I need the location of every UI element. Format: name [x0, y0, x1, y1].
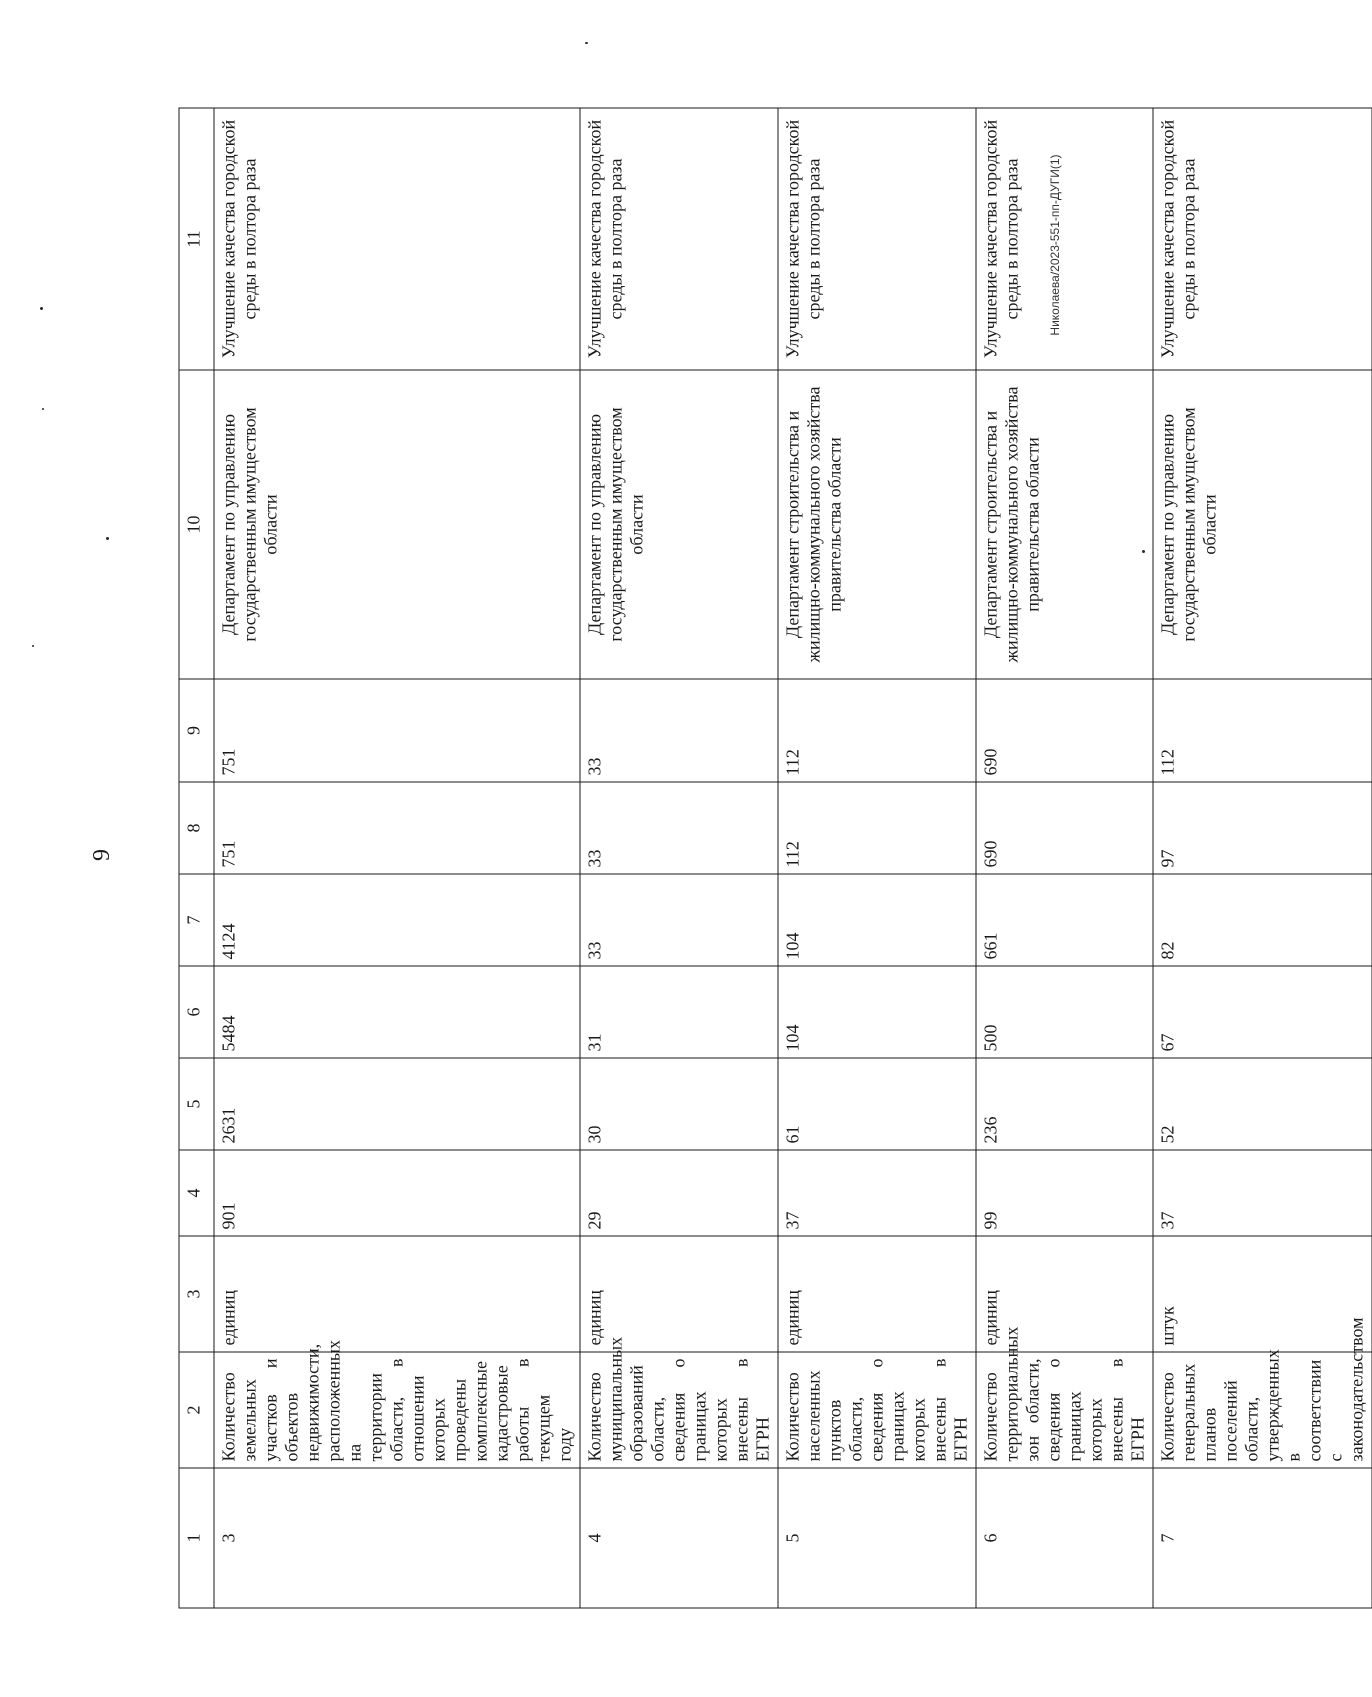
- value-col7-cell: 104: [778, 874, 976, 966]
- value-col6-cell: 104: [778, 966, 976, 1058]
- description-cell: Количество территориальных зон области, сведения о границах которых внесены в ЕГРН: [976, 1352, 1153, 1468]
- column-number-header: 8: [179, 782, 214, 874]
- row-number-cell: 7: [1153, 1468, 1372, 1608]
- column-number-header: 1: [179, 1468, 214, 1608]
- value-col8-cell: 690: [976, 782, 1153, 874]
- department-cell: Департамент по управлению государственным имуществом области: [214, 370, 580, 679]
- value-col9-cell: 690: [976, 679, 1153, 782]
- value-col6-cell: 500: [976, 966, 1153, 1058]
- table-row: [580, 108, 778, 1608]
- column-number-header: 11: [179, 108, 214, 370]
- value-col6-cell: 5484: [214, 966, 580, 1058]
- indicators-table: [178, 107, 1372, 1608]
- value-col5-cell: 236: [976, 1058, 1153, 1150]
- value-col4-cell: 37: [1153, 1150, 1372, 1236]
- value-col6-cell: 31: [580, 966, 778, 1058]
- value-col5-cell: 61: [778, 1058, 976, 1150]
- value-col7-cell: 661: [976, 874, 1153, 966]
- department-cell: Департамент по управлению государственным имуществом области: [1153, 370, 1372, 679]
- column-number-header: 6: [179, 966, 214, 1058]
- scan-speck: [40, 307, 43, 310]
- row-number-cell: 3: [214, 1468, 580, 1608]
- column-number-header: 2: [179, 1352, 214, 1468]
- table-row: [214, 108, 580, 1608]
- value-col9-cell: 112: [778, 679, 976, 782]
- result-cell: Улучшение качества городской среды в полтора раза: [1153, 108, 1372, 370]
- department-cell: Департамент строительства и жилищно-коммунального хозяйства правительства области: [976, 370, 1153, 679]
- description-cell: Количество земельных участков и объектов недвижимости, расположенных на территории области, в отношении которых проведены комплексные кадастровые работы в текущем году: [214, 1352, 580, 1468]
- value-col5-cell: 52: [1153, 1058, 1372, 1150]
- description-cell: Количество генеральных планов поселений области, утвержденных в соответствии с законодательством: [1153, 1352, 1372, 1468]
- value-col7-cell: 82: [1153, 874, 1372, 966]
- result-cell: Улучшение качества городской среды в полтора раза: [580, 108, 778, 370]
- value-col8-cell: 97: [1153, 782, 1372, 874]
- description-cell: Количество муниципальных образований области, сведения о границах которых внесены в ЕГРН: [580, 1352, 778, 1468]
- document-footer-code: Николаева/2023-551-пп-ДУГИ(1): [1048, 154, 1062, 336]
- value-col9-cell: 33: [580, 679, 778, 782]
- scan-speck: [32, 645, 34, 647]
- value-col7-cell: 33: [580, 874, 778, 966]
- table-row: [1153, 108, 1372, 1608]
- value-col6-cell: 67: [1153, 966, 1372, 1058]
- department-cell: Департамент по управлению государственным имуществом области: [580, 370, 778, 679]
- scan-speck: [42, 408, 44, 410]
- table-row: [778, 108, 976, 1608]
- table-row: [976, 108, 1153, 1608]
- value-col4-cell: 37: [778, 1150, 976, 1236]
- scan-speck: [106, 537, 109, 540]
- scan-speck: [585, 42, 588, 44]
- value-col9-cell: 751: [214, 679, 580, 782]
- department-cell: Департамент строительства и жилищно-коммунального хозяйства правительства области: [778, 370, 976, 679]
- value-col5-cell: 2631: [214, 1058, 580, 1150]
- unit-cell: единиц: [214, 1236, 580, 1352]
- value-col8-cell: 112: [778, 782, 976, 874]
- row-number-cell: 5: [778, 1468, 976, 1608]
- unit-cell: единиц: [976, 1236, 1153, 1352]
- page-number: 9: [89, 849, 115, 861]
- column-number-header: 5: [179, 1058, 214, 1150]
- value-col9-cell: 112: [1153, 679, 1372, 782]
- column-number-header: 7: [179, 874, 214, 966]
- table-header-row: [179, 108, 214, 1608]
- column-number-header: 4: [179, 1150, 214, 1236]
- value-col8-cell: 33: [580, 782, 778, 874]
- column-number-header: 9: [179, 679, 214, 782]
- column-number-header: 3: [179, 1236, 214, 1352]
- row-number-cell: 6: [976, 1468, 1153, 1608]
- unit-cell: штук: [1153, 1236, 1372, 1352]
- unit-cell: единиц: [778, 1236, 976, 1352]
- value-col5-cell: 30: [580, 1058, 778, 1150]
- value-col8-cell: 751: [214, 782, 580, 874]
- value-col7-cell: 4124: [214, 874, 580, 966]
- unit-cell: единиц: [580, 1236, 778, 1352]
- row-number-cell: 4: [580, 1468, 778, 1608]
- result-cell: Улучшение качества городской среды в полтора раза: [976, 108, 1153, 370]
- column-number-header: 10: [179, 370, 214, 679]
- indicators-table-rotated: [178, 108, 1366, 1608]
- result-cell: Улучшение качества городской среды в полтора раза: [778, 108, 976, 370]
- value-col4-cell: 29: [580, 1150, 778, 1236]
- value-col4-cell: 99: [976, 1150, 1153, 1236]
- value-col4-cell: 901: [214, 1150, 580, 1236]
- description-cell: Количество населенных пунктов области, сведения о границах которых внесены в ЕГРН: [778, 1352, 976, 1468]
- result-cell: Улучшение качества городской среды в полтора раза: [214, 108, 580, 370]
